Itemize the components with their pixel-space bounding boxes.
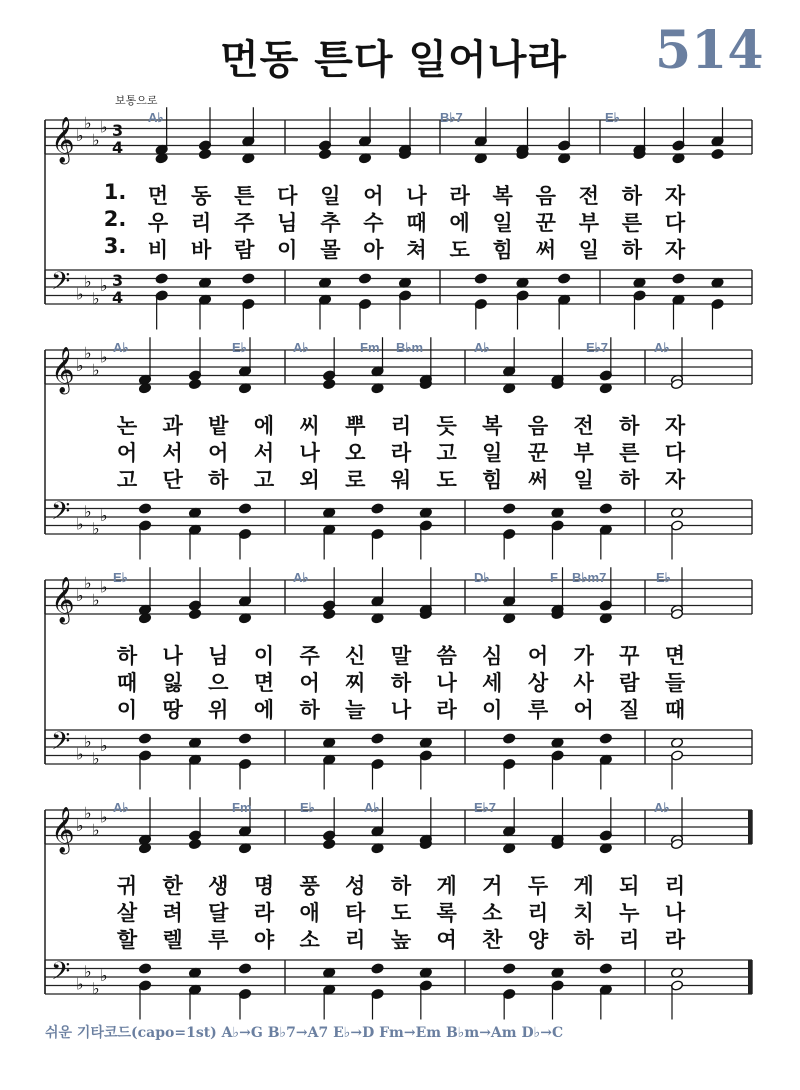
lyric-syllable: 우 [147, 211, 169, 235]
lyric-syllable: 튼 [234, 184, 255, 208]
lyric-syllable: 상 [527, 671, 549, 695]
lyric-syllable: 어 [116, 441, 138, 465]
lyric-syllable: 치 [573, 901, 594, 925]
lyric-syllable: 1. [103, 180, 127, 204]
alto-note [188, 838, 201, 849]
lyric-syllable: 먼 [147, 184, 169, 208]
tenor-note [503, 733, 516, 744]
lyric-syllable: 음 [535, 184, 556, 208]
lyric-syllable: 리 [345, 928, 366, 952]
time-signature-bottom: 4 [112, 288, 124, 307]
treble-clef-icon: 𝄞 [51, 347, 75, 393]
lyric-syllable: 도 [449, 238, 470, 262]
lyric-syllable: 이 [116, 698, 138, 722]
lyric-syllable: 자 [664, 184, 686, 208]
lyric-syllable: 전 [573, 414, 594, 438]
lyric-syllable: 씨 [299, 414, 320, 438]
lyric-syllable: 복 [482, 414, 503, 438]
tenor-note [474, 273, 487, 284]
tenor-note [358, 273, 371, 284]
lyric-syllable: 하 [573, 928, 594, 952]
final-barline [748, 960, 752, 994]
lyric-syllable: 하 [621, 184, 643, 208]
flat-icon: ♭ [84, 961, 92, 981]
flat-icon: ♭ [92, 590, 100, 610]
lyric-syllable: 에 [253, 698, 275, 722]
lyric-syllable: 하 [619, 414, 640, 438]
lyric-syllable: 라 [390, 441, 412, 465]
chord-symbol: E♭ [605, 110, 620, 125]
tenor-note [238, 503, 251, 514]
tenor-note [155, 273, 168, 284]
lyric-syllable: 들 [664, 671, 686, 695]
lyric-syllable: 고 [116, 468, 138, 492]
lyric-syllable: 늘 [345, 698, 366, 722]
lyric-syllable: 할 [116, 928, 138, 952]
lyric-syllable: 으 [208, 671, 229, 695]
lyric-syllable: 주 [234, 211, 255, 235]
lyric-syllable: 자 [664, 238, 686, 262]
flat-icon: ♭ [100, 506, 108, 525]
lyric-syllable: 라 [436, 698, 457, 722]
lyric-syllable: 어 [573, 698, 594, 722]
flat-icon: ♭ [76, 816, 84, 835]
flat-icon: ♭ [76, 586, 84, 605]
lyric-syllable: 일 [578, 238, 599, 262]
flat-icon: ♭ [100, 347, 108, 367]
chord-symbol: E♭ [300, 800, 315, 815]
lyric-syllable: 성 [345, 874, 366, 898]
lyric-syllable: 록 [436, 901, 457, 925]
bass-clef-icon: 𝄢 [51, 727, 71, 762]
flat-icon: ♭ [84, 271, 92, 291]
flat-icon: ♭ [92, 518, 100, 538]
lyric-syllable: 게 [573, 874, 594, 898]
lyric-syllable: 다 [664, 441, 686, 465]
tenor-note [503, 963, 516, 974]
lyric-syllable: 리 [619, 928, 640, 952]
lyric-syllable: 어 [363, 184, 384, 208]
lyric-syllable: 신 [345, 644, 366, 668]
chord-symbol: E♭ [656, 570, 671, 585]
alto-note [323, 838, 336, 849]
flat-icon: ♭ [76, 974, 84, 994]
chord-symbol: A♭ [148, 110, 164, 125]
lyric-syllable: 려 [162, 901, 183, 925]
lyric-syllable: 때 [116, 671, 138, 695]
tenor-note [371, 503, 384, 514]
flat-icon: ♭ [84, 113, 92, 133]
tenor-note [371, 963, 384, 974]
flat-icon: ♭ [100, 117, 108, 137]
lyric-syllable: 양 [527, 928, 549, 952]
lyric-syllable: 씀 [436, 644, 457, 668]
chord-symbol: E♭7 [586, 340, 609, 355]
lyric-syllable: 일 [320, 184, 341, 208]
lyric-syllable: 복 [492, 184, 513, 208]
tenor-note [138, 733, 151, 744]
lyric-syllable: 나 [390, 698, 412, 722]
lyric-syllable: 생 [208, 874, 229, 898]
flat-icon: ♭ [100, 736, 108, 755]
lyric-syllable: 세 [482, 671, 503, 695]
chord-symbol: A♭ [113, 800, 129, 815]
lyric-syllable: 야 [253, 928, 275, 952]
lyric-syllable: 도 [390, 901, 412, 925]
lyric-syllable: 달 [208, 901, 229, 925]
lyric-syllable: 자 [664, 468, 686, 492]
flat-icon: ♭ [76, 356, 84, 375]
lyric-syllable: 하 [619, 468, 640, 492]
lyric-syllable: 른 [621, 211, 643, 235]
lyric-syllable: 리 [190, 211, 212, 235]
tenor-note [242, 273, 255, 284]
lyric-syllable: 말 [390, 644, 412, 668]
chord-symbol: B♭m7 [572, 570, 607, 585]
alto-note [711, 148, 724, 159]
lyric-syllable: 면 [664, 644, 686, 668]
lyric-syllable: 이 [482, 698, 503, 722]
hymn-title: 먼동 튼다 일어나라 [220, 36, 567, 83]
lyric-syllable: 이 [277, 238, 298, 262]
lyric-syllable: 3. [103, 234, 127, 258]
lyric-syllable: 아 [363, 238, 384, 262]
lyric-syllable: 른 [619, 441, 640, 465]
chord-symbol: Fm [360, 340, 380, 355]
tenor-note [599, 733, 612, 744]
flat-icon: ♭ [92, 360, 100, 380]
tenor-note [238, 963, 251, 974]
flat-icon: ♭ [92, 820, 100, 840]
lyric-syllable: 나 [299, 441, 320, 465]
lyric-syllable: 가 [573, 644, 594, 668]
lyric-syllable: 리 [527, 901, 549, 925]
lyric-syllable: 어 [208, 441, 229, 465]
lyric-syllable: 수 [363, 211, 384, 235]
lyric-syllable: 써 [535, 238, 556, 262]
chord-symbol: E♭7 [474, 800, 497, 815]
tenor-note [599, 503, 612, 514]
lyric-syllable: 부 [578, 211, 599, 235]
lyric-syllable: 에 [449, 211, 470, 235]
lyric-syllable: 동 [190, 184, 212, 208]
chord-symbol: A♭ [364, 800, 380, 815]
chord-symbol: E♭ [113, 570, 128, 585]
lyric-syllable: 게 [436, 874, 457, 898]
lyric-syllable: 힘 [482, 468, 503, 492]
lyric-syllable: 음 [527, 414, 549, 438]
time-signature-top: 3 [112, 271, 124, 290]
lyric-syllable: 고 [253, 468, 275, 492]
lyric-syllable: 루 [208, 928, 229, 952]
lyric-syllable: 어 [299, 671, 320, 695]
lyric-syllable: 명 [253, 874, 275, 898]
flat-icon: ♭ [100, 966, 108, 985]
lyric-syllable: 님 [208, 644, 229, 668]
lyric-syllable: 일 [573, 468, 594, 492]
lyric-syllable: 오 [345, 441, 366, 465]
lyric-syllable: 나 [406, 184, 427, 208]
lyric-syllable: 타 [345, 901, 366, 925]
tenor-note [371, 733, 384, 744]
lyric-syllable: 풍 [299, 874, 320, 898]
lyric-syllable: 전 [578, 184, 599, 208]
chord-symbol: A♭ [113, 340, 129, 355]
lyric-syllable: 서 [253, 441, 275, 465]
lyric-syllable: 라 [664, 928, 686, 952]
lyric-syllable: 면 [253, 671, 275, 695]
flat-icon: ♭ [92, 978, 100, 998]
time-signature-bottom: 4 [112, 138, 124, 157]
lyric-syllable: 뿌 [345, 414, 366, 438]
lyric-syllable: 사 [573, 671, 594, 695]
flat-icon: ♭ [84, 731, 92, 751]
lyric-syllable: 살 [116, 901, 138, 925]
lyric-syllable: 때 [406, 211, 427, 235]
flat-icon: ♭ [84, 573, 92, 593]
lyric-syllable: 높 [390, 928, 412, 952]
lyric-syllable: 하 [390, 671, 412, 695]
lyric-syllable: 주 [299, 644, 320, 668]
tenor-note [238, 733, 251, 744]
lyric-syllable: 2. [103, 207, 127, 231]
lyric-syllable: 과 [162, 414, 183, 438]
lyric-syllable: 나 [664, 901, 686, 925]
tenor-note [672, 273, 685, 284]
lyric-syllable: 로 [345, 468, 366, 492]
lyric-syllable: 되 [619, 874, 640, 898]
lyric-syllable: 때 [664, 698, 686, 722]
tenor-note [503, 503, 516, 514]
lyric-syllable: 하 [116, 644, 138, 668]
lyric-syllable: 찬 [482, 928, 503, 952]
flat-icon: ♭ [76, 126, 84, 145]
flat-icon: ♭ [100, 577, 108, 597]
lyric-syllable: 워 [390, 468, 412, 492]
lyric-syllable: 람 [234, 238, 255, 262]
tenor-note [138, 963, 151, 974]
tenor-note [599, 963, 612, 974]
lyric-syllable: 라 [253, 901, 275, 925]
flat-icon: ♭ [84, 343, 92, 363]
lyric-syllable: 루 [527, 698, 549, 722]
tempo-marking: 보통으로 [115, 94, 158, 107]
lyric-syllable: 잃 [162, 671, 183, 695]
lyric-syllable: 일 [492, 211, 513, 235]
lyric-syllable: 에 [253, 414, 275, 438]
lyric-syllable: 외 [299, 468, 320, 492]
lyric-syllable: 힘 [492, 238, 513, 262]
lyric-syllable: 라 [449, 184, 470, 208]
lyric-syllable: 소 [299, 928, 320, 952]
lyric-syllable: 람 [619, 671, 640, 695]
lyric-syllable: 하 [208, 468, 229, 492]
lyric-syllable: 땅 [162, 698, 183, 722]
lyric-syllable: 어 [527, 644, 549, 668]
lyric-syllable: 님 [277, 211, 298, 235]
lyric-syllable: 질 [619, 698, 640, 722]
chord-symbol: A♭ [293, 570, 309, 585]
lyric-syllable: 여 [436, 928, 457, 952]
lyric-syllable: 도 [436, 468, 457, 492]
lyric-syllable: 써 [527, 468, 549, 492]
chord-symbol: A♭ [474, 340, 490, 355]
treble-clef-icon: 𝄞 [51, 807, 75, 853]
flat-icon: ♭ [76, 284, 84, 304]
lyric-syllable: 위 [208, 698, 229, 722]
flat-icon: ♭ [76, 744, 84, 764]
chord-symbol: A♭ [293, 340, 309, 355]
lyric-syllable: 듯 [436, 414, 457, 438]
lyric-syllable: 리 [664, 874, 686, 898]
lyric-syllable: 다 [664, 211, 686, 235]
lyric-syllable: 꾸 [619, 644, 640, 668]
lyric-syllable: 두 [527, 874, 549, 898]
lyric-syllable: 소 [482, 901, 503, 925]
lyric-syllable: 꾼 [527, 441, 549, 465]
chord-symbol: B♭m [396, 340, 424, 355]
lyric-syllable: 귀 [116, 874, 138, 898]
chord-symbol: F [550, 570, 558, 585]
lyric-syllable: 거 [482, 874, 503, 898]
lyric-syllable: 다 [277, 184, 298, 208]
lyric-syllable: 하 [299, 698, 320, 722]
hymn-number: 514 [655, 20, 764, 81]
chord-symbol: D♭ [474, 570, 490, 585]
lyric-syllable: 하 [621, 238, 643, 262]
chord-symbol: A♭ [654, 800, 670, 815]
chord-symbol: E♭ [232, 340, 247, 355]
chord-symbol: Fm [232, 800, 252, 815]
lyric-syllable: 심 [482, 644, 503, 668]
lyric-syllable: 찌 [345, 671, 366, 695]
chord-symbol: B♭7 [440, 110, 463, 125]
lyric-syllable: 바 [190, 238, 212, 262]
lyric-syllable: 추 [320, 211, 341, 235]
lyric-syllable: 이 [253, 644, 275, 668]
guitar-chord-note: 쉬운 기타코드(capo=1st) A♭→G B♭7→A7 E♭→D Fm→Em B♭m→Am D♭→C [45, 1025, 564, 1041]
alto-note [188, 378, 201, 389]
flat-icon: ♭ [76, 514, 84, 534]
lyric-syllable: 밭 [208, 414, 229, 438]
bass-clef-icon: 𝄢 [51, 267, 71, 302]
flat-icon: ♭ [84, 803, 92, 823]
flat-icon: ♭ [92, 288, 100, 308]
flat-icon: ♭ [92, 130, 100, 150]
lyric-syllable: 몰 [320, 238, 341, 262]
tenor-note [558, 273, 571, 284]
lyric-syllable: 비 [147, 238, 169, 262]
lyric-syllable: 하 [390, 874, 412, 898]
alto-note [188, 608, 201, 619]
lyric-syllable: 애 [299, 901, 320, 925]
treble-clef-icon: 𝄞 [51, 117, 75, 163]
flat-icon: ♭ [100, 276, 108, 295]
flat-icon: ♭ [100, 807, 108, 827]
alto-note [323, 378, 336, 389]
final-barline [748, 810, 752, 844]
lyric-syllable: 누 [619, 901, 640, 925]
alto-note [318, 148, 331, 159]
lyric-syllable: 나 [436, 671, 457, 695]
lyric-syllable: 한 [162, 874, 183, 898]
lyric-syllable: 일 [482, 441, 503, 465]
alto-note [198, 148, 211, 159]
lyric-syllable: 자 [664, 414, 686, 438]
lyric-syllable: 고 [436, 441, 457, 465]
lyric-syllable: 나 [162, 644, 183, 668]
time-signature-top: 3 [112, 121, 124, 140]
flat-icon: ♭ [84, 501, 92, 521]
flat-icon: ♭ [92, 748, 100, 768]
treble-clef-icon: 𝄞 [51, 577, 75, 623]
bass-clef-icon: 𝄢 [51, 497, 71, 532]
lyric-syllable: 서 [162, 441, 183, 465]
alto-note [323, 608, 336, 619]
bass-clef-icon: 𝄢 [51, 957, 71, 992]
tenor-note [138, 503, 151, 514]
lyric-syllable: 쳐 [406, 238, 427, 262]
lyric-syllable: 꾼 [535, 211, 556, 235]
lyric-syllable: 논 [116, 414, 138, 438]
lyric-syllable: 리 [390, 414, 412, 438]
lyric-syllable: 부 [573, 441, 594, 465]
lyric-syllable: 렐 [162, 928, 183, 952]
lyric-syllable: 단 [162, 468, 183, 492]
chord-symbol: A♭ [654, 340, 670, 355]
